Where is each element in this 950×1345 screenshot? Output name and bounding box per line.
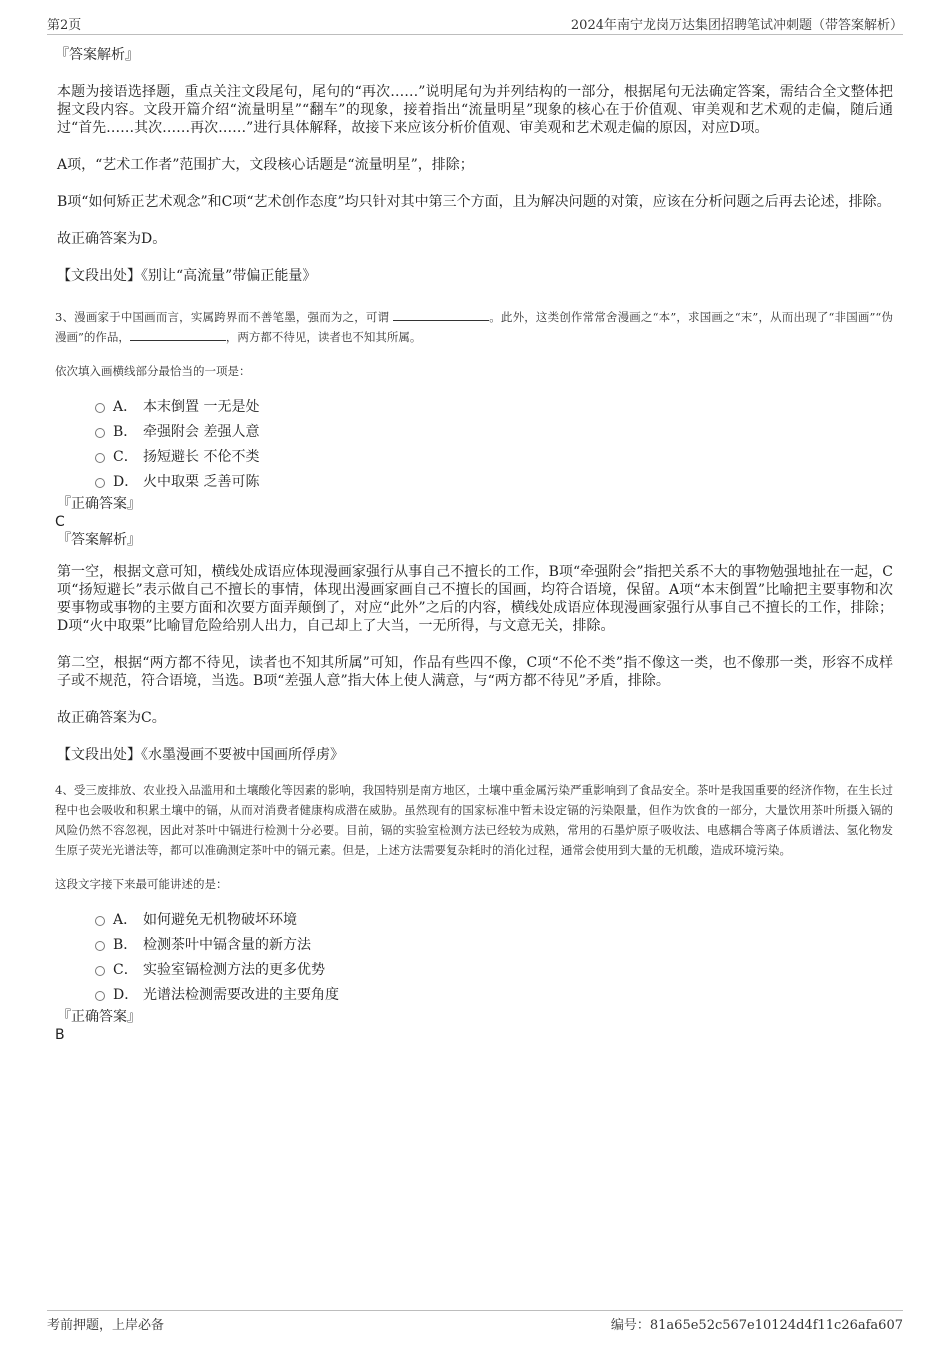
q3-source: 【文段出处】《水墨漫画不要被中国画所俘虏》: [57, 747, 344, 763]
radio-icon[interactable]: [95, 966, 105, 976]
q3-stem-part3: ，两方都不待见，读者也不知其所属。: [225, 330, 422, 344]
q3-options: [95, 393, 893, 493]
q3-correct-label: 『正确答案』: [57, 496, 141, 512]
q4-prompt: 这段文字接下来最可能讲述的是：: [55, 877, 228, 891]
option-text: 本末倒置 一无是处: [143, 398, 260, 415]
q2-analysis-paragraph: 本题为接语选择题，重点关注文段尾句，尾句的“再次……”说明尾句为并列结构的一部分，根据尾句无法确定答案，需结合全文整体把握文段内容。文段开篇介绍“流量明星”“翻车”的现象，接着指出“流量明星”现象的核心在于价值观、审美观和艺术观的走偏，随后通过“首先……其次……再次……”进行具体解释，故接下来应该分析价值观、审美观和艺术观走偏的原因，对应D项。: [57, 84, 893, 136]
option-text: 如何避免无机物破坏环境: [143, 911, 297, 928]
document-body: [57, 46, 893, 1044]
option-text: 实验室镉检测方法的更多优势: [143, 961, 325, 978]
q4-stem: 4、受三废排放、农业投入品滥用和土壤酸化等因素的影响，我国特别是南方地区，土壤中重金属污染严重影响到了食品安全。茶叶是我国重要的经济作物，在生长过程中也会吸收和积累土壤中的镉，从而对消费者健康构成潜在威胁。虽然现有的国家标准中暂未设定镉的污染限量，但作为饮食的一部分，大量饮用茶叶所摄入镉的风险仍然不容忽视，因此对茶叶中镉进行检测十分必要。目前，镉的实验室检测方法已经较为成熟，常用的石墨炉原子吸收法、电感耦合等离子体质谱法、氢化物发生原子荧光光谱法等，都可以准确测定茶叶中的镉元素。但是，上述方法需要复杂耗时的消化过程，通常会使用到大量的无机酸，造成环境污染。: [55, 783, 893, 857]
option-text: 光谱法检测需要改进的主要角度: [143, 986, 339, 1003]
q4-option-a[interactable]: [95, 906, 893, 931]
radio-icon[interactable]: [95, 453, 105, 463]
q2-analysis-paragraph: B项“如何矫正艺术观念”和C项“艺术创作态度”均只针对其中第三个方面，且为解决问题的对策，应该在分析问题之后再去论述，排除。: [57, 194, 891, 210]
q2-source: 【文段出处】《别让“高流量”带偏正能量》: [57, 268, 317, 284]
radio-icon[interactable]: [95, 991, 105, 1001]
option-key: A．: [113, 911, 138, 928]
q3-stem-part2: 。此外，这类创作常常舍漫画之“本”，求国画之“末”，从而出现了“非国画”“伪漫画”的作品，: [55, 310, 893, 344]
q3-stem-part1: 3、漫画家于中国画而言，实属跨界而不善笔墨，强而为之，可谓: [55, 310, 390, 324]
q4-option-b[interactable]: [95, 931, 893, 956]
document-code: 编号：81a65e52c567e10124d4f11c26afa607: [610, 1318, 903, 1333]
q3-option-b[interactable]: [95, 418, 893, 443]
answer-blank-1: [393, 308, 489, 321]
document-title: 2024年南宁龙岗万达集团招聘笔试冲刺题（带答案解析）: [570, 18, 903, 33]
q4-option-d[interactable]: [95, 981, 893, 1006]
radio-icon[interactable]: [95, 403, 105, 413]
q3-analysis-paragraph: 第二空，根据“两方都不待见，读者也不知其所属”可知，作品有些四不像，C项“不伦不类”指不像这一类，也不像那一类，形容不成样子或不规范，符合语境，当选。B项“差强人意”指大体上使人满意，与“两方都不待见”矛盾，排除。: [57, 655, 893, 689]
answer-blank-2: [130, 328, 226, 341]
q2-analysis-paragraph: A项，“艺术工作者”范围扩大，文段核心话题是“流量明星”，排除；: [57, 157, 474, 173]
q3-prompt: 依次填入画横线部分最恰当的一项是：: [55, 364, 251, 378]
q2-conclusion: 故正确答案为D。: [57, 231, 167, 247]
page-header: [47, 12, 903, 35]
q3-correct-answer: C: [55, 514, 65, 530]
q3-conclusion: 故正确答案为C。: [57, 710, 166, 726]
option-text: 火中取栗 乏善可陈: [143, 473, 260, 490]
page-footer: [47, 1310, 903, 1333]
q4-options: [95, 906, 893, 1006]
option-key: B．: [113, 423, 138, 440]
q3-stem: [55, 307, 893, 347]
q4-correct-label: 『正确答案』: [57, 1009, 141, 1025]
option-text: 检测茶叶中镉含量的新方法: [143, 936, 311, 953]
radio-icon[interactable]: [95, 941, 105, 951]
q3-option-d[interactable]: [95, 468, 893, 493]
page-number: 第2页: [47, 18, 82, 33]
q2-analysis-label: 『答案解析』: [55, 47, 139, 63]
footer-slogan: 考前押题，上岸必备: [47, 1318, 165, 1333]
option-text: 扬短避长 不伦不类: [143, 448, 260, 465]
option-text: 牵强附会 差强人意: [143, 423, 260, 440]
option-key: C．: [113, 448, 138, 465]
option-key: B．: [113, 936, 138, 953]
q3-option-a[interactable]: [95, 393, 893, 418]
radio-icon[interactable]: [95, 478, 105, 488]
radio-icon[interactable]: [95, 916, 105, 926]
q4-correct-answer: B: [55, 1027, 65, 1043]
q3-option-c[interactable]: [95, 443, 893, 468]
q4-option-c[interactable]: [95, 956, 893, 981]
option-key: A．: [113, 398, 138, 415]
option-key: D．: [113, 473, 139, 490]
option-key: C．: [113, 961, 138, 978]
radio-icon[interactable]: [95, 428, 105, 438]
q3-analysis-label: 『答案解析』: [57, 532, 141, 548]
q3-analysis-paragraph: 第一空，根据文意可知，横线处成语应体现漫画家强行从事自己不擅长的工作，B项“牵强附会”指把关系不大的事物勉强地扯在一起，C项“扬短避长”表示做自己不擅长的事情，体现出漫画家画自己不擅长的国画，均符合语境，保留。A项“本末倒置”比喻把主要事物和次要事物或事物的主要方面和次要方面弄颠倒了，对应“此外”之后的内容，横线处成语应体现漫画家强行从事自己不擅长的工作，排除；D项“火中取栗”比喻冒危险给别人出力，自己却上了大当，一无所得，与文意无关，排除。: [57, 564, 893, 634]
option-key: D．: [113, 986, 139, 1003]
